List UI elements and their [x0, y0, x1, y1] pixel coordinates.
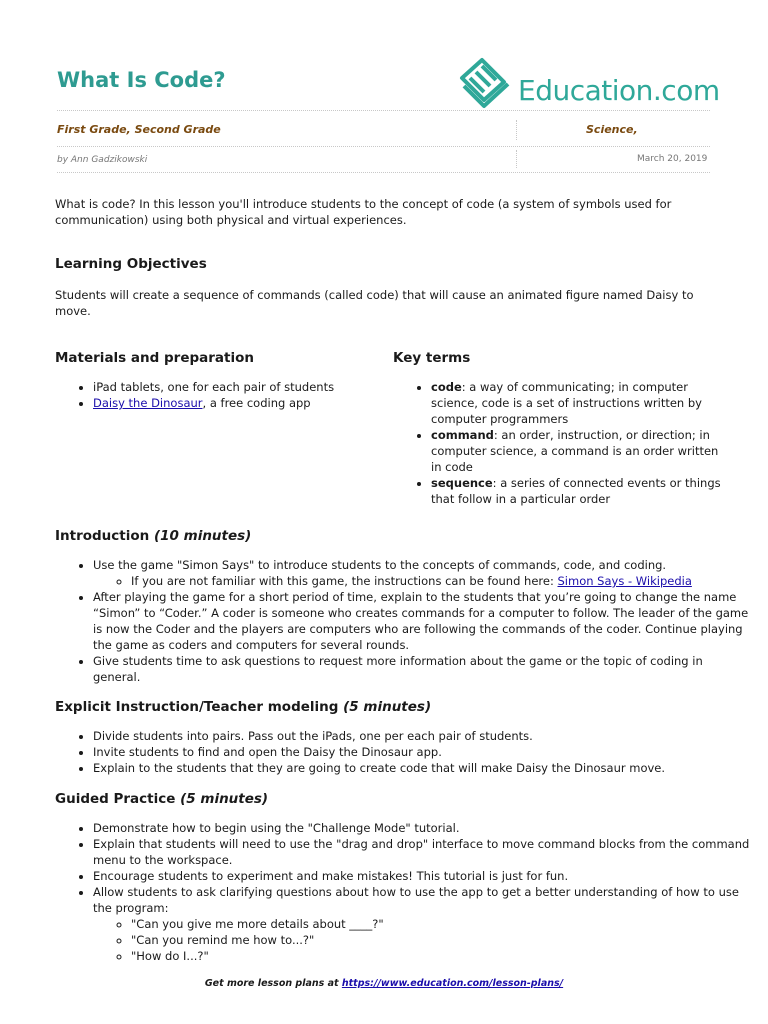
sub-list	[93, 573, 753, 589]
list-item-text: , a free coding app	[202, 396, 311, 410]
list-item: • Give students time to ask questions to request more information about the game or the topic of coding in general.	[93, 653, 753, 685]
key-terms-list	[393, 379, 721, 507]
key-terms-heading: Key terms	[393, 350, 471, 366]
sub-list-item: ◦ "How do I...?"	[131, 948, 753, 964]
list-item: • Invite students to find and open the Daisy the Dinosaur app.	[93, 744, 753, 760]
meta-divider	[516, 120, 517, 140]
publish-date: March 20, 2019	[637, 154, 708, 164]
section-duration: (10 minutes)	[153, 528, 252, 544]
list-item: • Use the game "Simon Says" to introduce students to the concepts of commands, code, and coding.	[93, 557, 753, 573]
sub-list-wrapper	[93, 916, 753, 964]
term: sequence	[431, 476, 493, 490]
definition: : an order, instruction, or direction; in computer science, a command is an order written in code	[431, 428, 719, 474]
learning-objectives-heading: Learning Objectives	[55, 256, 207, 272]
section-duration: (5 minutes)	[180, 791, 269, 807]
key-term-item	[431, 427, 721, 475]
guided-practice-list	[55, 820, 753, 964]
explicit-instruction-list	[55, 728, 753, 776]
sub-list-text: If you are not familiar with this game, the instructions can be found here:	[131, 574, 558, 588]
list-item: • Encourage students to experiment and make mistakes! This tutorial is just for fun.	[93, 868, 753, 884]
list-item: • Explain to the students that they are going to create code that will make Daisy the Dinosaur move.	[93, 760, 753, 776]
author: by Ann Gadzikowski	[57, 155, 148, 165]
meta-divider-line	[57, 146, 710, 147]
list-item: • Demonstrate how to begin using the "Challenge Mode" tutorial.	[93, 820, 753, 836]
list-item: • Explain that students will need to use the "drag and drop" interface to move command blocks from the command menu to the workspace.	[93, 836, 753, 868]
logo-wordmark: Education.com	[518, 74, 720, 107]
section-title: Guided Practice	[55, 791, 176, 807]
intro-paragraph: What is code? In this lesson you'll introduce students to the concept of code (a system of symbols used for communication) using both physical and virtual experiences.	[55, 197, 672, 227]
definition: : a way of communicating; in computer science, code is a set of instructions written by computer programmers	[431, 380, 702, 426]
materials-heading: Materials and preparation	[55, 350, 254, 366]
header-divider	[57, 110, 710, 111]
section-title: Explicit Instruction/Teacher modeling	[55, 699, 339, 715]
term: command	[431, 428, 494, 442]
guided-practice-heading	[55, 791, 268, 807]
key-term-item	[431, 379, 721, 427]
sub-list	[93, 916, 753, 964]
sub-list-item: ◦ "Can you give me more details about ____?"	[131, 916, 753, 932]
introduction-list	[55, 557, 753, 685]
learning-objectives-text: Students will create a sequence of commands (called code) that will cause an animated figure named Daisy to move.	[55, 288, 694, 318]
list-item: • Divide students into pairs. Pass out the iPads, one per each pair of students.	[93, 728, 753, 744]
footer	[0, 978, 768, 989]
sub-list-wrapper	[93, 573, 753, 589]
sub-list-item: ◦ "Can you remind me how to...?"	[131, 932, 753, 948]
subject: Science,	[586, 123, 638, 136]
list-item	[93, 395, 413, 411]
education-com-logo[interactable]	[456, 56, 720, 114]
page-title: What Is Code?	[57, 68, 226, 92]
materials-list	[55, 379, 413, 411]
list-item: • iPad tablets, one for each pair of students	[93, 379, 413, 395]
section-title: Introduction	[55, 528, 150, 544]
author-divider-line	[57, 172, 710, 173]
sub-list-item	[131, 573, 753, 589]
section-duration: (5 minutes)	[343, 699, 432, 715]
definition: : a series of connected events or things that follow in a particular order	[431, 476, 721, 506]
simon-says-wikipedia-link[interactable]: Simon Says - Wikipedia	[557, 574, 692, 588]
introduction-heading	[55, 528, 251, 544]
key-term-item	[431, 475, 721, 507]
education-logo-icon	[456, 56, 514, 114]
footer-text: Get more lesson plans at	[204, 978, 342, 989]
grade-levels: First Grade, Second Grade	[57, 123, 221, 136]
list-item: • Allow students to ask clarifying questions about how to use the app to get a better understanding of how to use the program:	[93, 884, 753, 916]
author-divider	[516, 150, 517, 168]
lesson-plans-link[interactable]: https://www.education.com/lesson-plans/	[341, 978, 564, 989]
term: code	[431, 380, 462, 394]
list-item: • After playing the game for a short period of time, explain to the students that you’re going to change the name “Simon” to “Coder.” A coder is someone who creates commands for a computer to follow. The leader of the game is now the Coder and the players are computers who are following the commands of the coder. Continue playing the game as coders and computers for several rounds.	[93, 589, 753, 653]
explicit-instruction-heading	[55, 699, 431, 715]
daisy-dinosaur-link[interactable]: Daisy the Dinosaur	[93, 396, 203, 410]
